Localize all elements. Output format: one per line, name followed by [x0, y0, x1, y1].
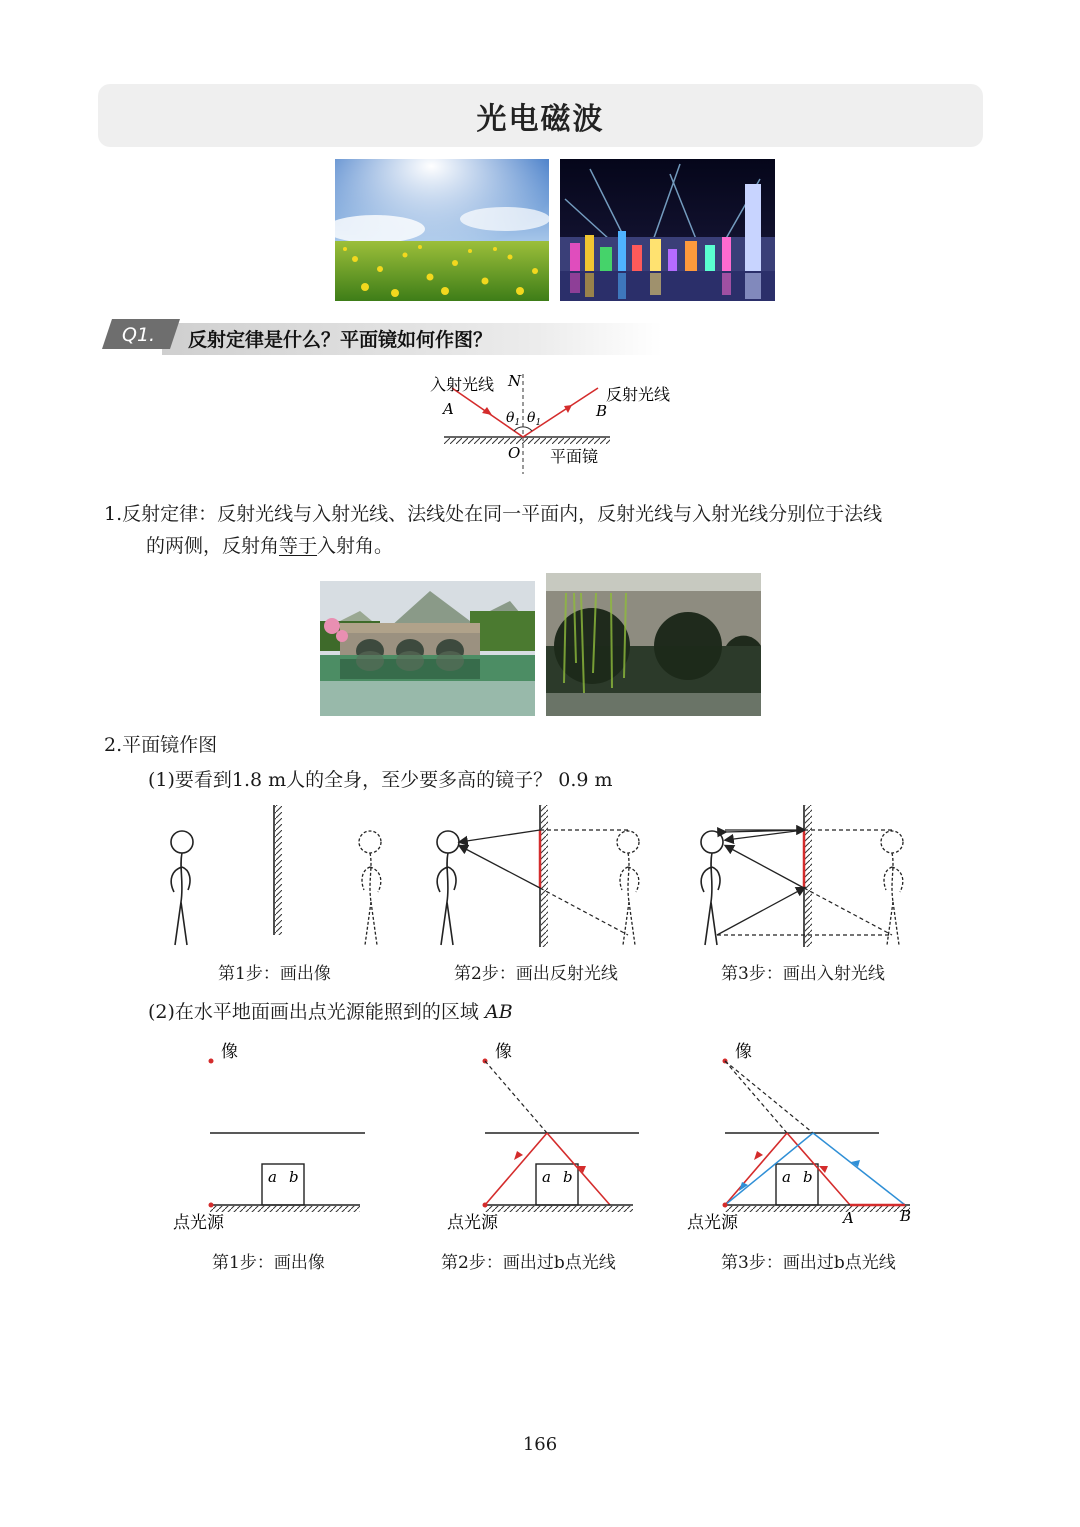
city-night-lights-photo [560, 159, 775, 301]
point-o-label: O [508, 444, 521, 462]
p3-source-label: 点光源 [687, 1213, 738, 1233]
sub2-prefix: (2)在水平地面画出点光源能照到的区域 [148, 1001, 485, 1023]
p2-image-label: 像 [495, 1042, 512, 1062]
p1-b-label: b [289, 1168, 299, 1186]
angle-theta-right: θ [527, 410, 536, 426]
mirror-label: 平面镜 [550, 447, 599, 466]
p1-image-label: 像 [221, 1042, 238, 1062]
p2-b-label: b [563, 1168, 573, 1186]
angle-sub-left: 1 [514, 418, 521, 428]
p3-image-label: 像 [735, 1042, 752, 1062]
bridge-reflection-photo-1 [320, 581, 535, 716]
section1-line2-start: 的两侧，反射角 [146, 535, 280, 557]
p3-a-label: a [782, 1168, 791, 1186]
question-title: 反射定律是什么？平面镜如何作图？ [188, 329, 493, 351]
sub2-step1-caption: 第1步：画出像 [212, 1253, 325, 1273]
bridge-reflection-photo-2 [546, 573, 761, 716]
section2-sub2 [148, 996, 513, 1028]
section1-underlined: 等于 [279, 535, 318, 557]
p1-source-label: 点光源 [173, 1213, 224, 1233]
angle-theta-left: θ [506, 410, 515, 426]
point-b-label: B [596, 402, 608, 420]
p3-A-label: A [843, 1209, 854, 1227]
sub2-step2-caption: 第2步：画出过b点光线 [441, 1253, 616, 1273]
svg-text:θ1 [506, 410, 520, 428]
sub2-italic: AB [484, 1001, 513, 1023]
section2-heading: 2.平面镜作图 [104, 734, 218, 756]
section1-line2-end: 入射角。 [317, 535, 394, 557]
page-title-banner [98, 84, 983, 147]
sub1-step1-caption: 第1步：画出像 [218, 964, 331, 984]
question-badge: Q1. [122, 324, 156, 346]
section1-paragraph [104, 498, 994, 562]
reflected-ray-label: 反射光线 [606, 385, 671, 404]
section1-line1: 1.反射定律：反射光线与入射光线、法线处在同一平面内，反射光线与入射光线分别位于法线 [104, 503, 883, 525]
section2-sub1: (1)要看到1.8 m人的全身，至少要多高的镜子？ 0.9 m [148, 769, 613, 791]
mirror-height-diagrams [150, 800, 930, 955]
sub1-step2-caption: 第2步：画出反射光线 [454, 964, 618, 984]
p3-B-label: B [900, 1207, 912, 1225]
sub1-step3-caption: 第3步：画出入射光线 [721, 964, 885, 984]
svg-text:θ1 [527, 410, 541, 428]
p2-a-label: a [542, 1168, 551, 1186]
sunlight-field-photo [335, 159, 549, 301]
page-title: 光电磁波 [476, 101, 605, 137]
incident-ray-label: 入射光线 [430, 375, 495, 394]
sub2-step3-caption: 第3步：画出过b点光线 [721, 1253, 896, 1273]
angle-sub-right: 1 [535, 418, 542, 428]
light-source-area-diagrams [165, 1035, 925, 1240]
reflection-law-diagram [420, 366, 700, 476]
p3-b-label: b [803, 1168, 813, 1186]
normal-label: N [508, 372, 522, 390]
p1-a-label: a [268, 1168, 277, 1186]
point-a-label: A [443, 400, 454, 418]
page-number: 166 [522, 1434, 558, 1455]
p2-source-label: 点光源 [447, 1213, 498, 1233]
